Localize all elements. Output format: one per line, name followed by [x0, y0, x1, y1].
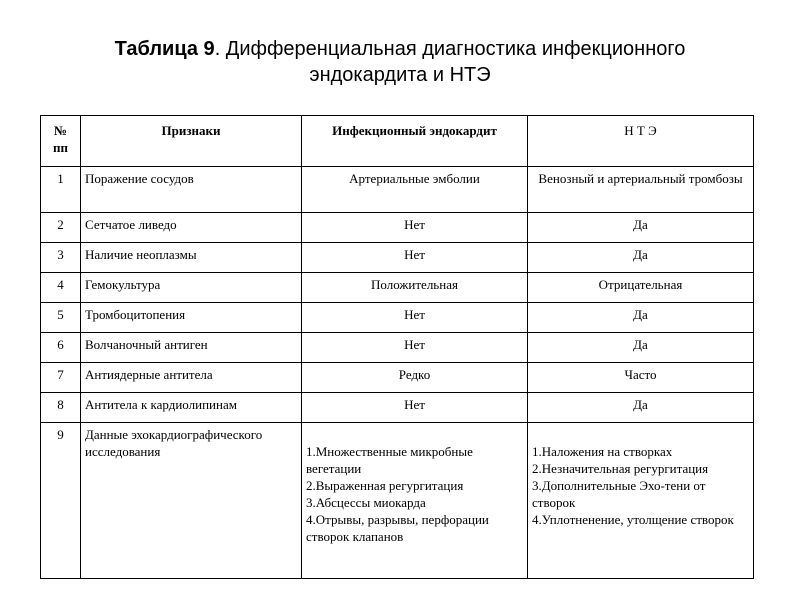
- row-ie-value: Редко: [302, 363, 528, 393]
- header-infective-endocarditis: Инфекционный эндокардит: [302, 116, 528, 167]
- echo-ie-list: [302, 423, 528, 579]
- table-row: [41, 363, 754, 393]
- echo-ie-item: 3.Абсцессы миокарда: [306, 495, 426, 510]
- table-row: [41, 273, 754, 303]
- table-row-echo: [41, 423, 754, 579]
- row-feature: Антитела к кардиолипинам: [81, 393, 302, 423]
- table-header-row: [41, 116, 754, 167]
- row-nte-value: Да: [528, 243, 754, 273]
- header-features: Признаки: [81, 116, 302, 167]
- header-nte: Н Т Э: [528, 116, 754, 167]
- table-row: [41, 333, 754, 363]
- row-number: 9: [41, 423, 81, 579]
- row-feature: Данные эхокардиографического исследования: [81, 423, 302, 579]
- echo-nte-item: 2.Незначительная регургитация: [532, 461, 709, 476]
- row-number: 7: [41, 363, 81, 393]
- row-nte-value: Часто: [528, 363, 754, 393]
- row-nte-value: Отрицательная: [528, 273, 754, 303]
- row-feature: Тромбоцитопения: [81, 303, 302, 333]
- echo-ie-item: 4.Отрывы, разрывы, перфорации створок клапанов: [306, 512, 489, 544]
- echo-nte-list: [528, 423, 754, 579]
- row-nte-value: Да: [528, 303, 754, 333]
- echo-nte-item: 4.Уплотненение, утолщение створок: [532, 512, 734, 527]
- row-number: 2: [41, 213, 81, 243]
- row-ie-value: Нет: [302, 243, 528, 273]
- page-title: [60, 36, 740, 88]
- row-number: 5: [41, 303, 81, 333]
- row-nte-value: Да: [528, 213, 754, 243]
- row-feature: Антиядерные антитела: [81, 363, 302, 393]
- title-text: . Дифференциальная диагностика инфекционного эндокардита и НТЭ: [214, 38, 686, 86]
- row-nte-value: Да: [528, 333, 754, 363]
- table-row: [41, 393, 754, 423]
- table-row: [41, 243, 754, 273]
- row-number: 8: [41, 393, 81, 423]
- row-feature: Гемокультура: [81, 273, 302, 303]
- table-row: [41, 303, 754, 333]
- row-feature: Сетчатое ливедо: [81, 213, 302, 243]
- title-table-number: Таблица 9: [114, 38, 215, 60]
- row-ie-value: Нет: [302, 333, 528, 363]
- table-row: [41, 213, 754, 243]
- row-nte-value: Венозный и артериальный тромбозы: [528, 167, 754, 213]
- row-ie-value: Артериальные эмболии: [302, 167, 528, 213]
- row-nte-value: Да: [528, 393, 754, 423]
- diagnosis-table: [40, 115, 754, 579]
- echo-ie-item: 1.Множественные микробные вегетации: [306, 444, 473, 476]
- row-feature: Наличие неоплазмы: [81, 243, 302, 273]
- row-number: 3: [41, 243, 81, 273]
- row-ie-value: Нет: [302, 213, 528, 243]
- row-ie-value: Нет: [302, 303, 528, 333]
- row-feature: Поражение сосудов: [81, 167, 302, 213]
- row-number: 1: [41, 167, 81, 213]
- echo-ie-item: 2.Выраженная регургитация: [306, 478, 464, 493]
- echo-nte-item: 3.Дополнительные Эхо-тени от створок: [532, 478, 706, 510]
- row-ie-value: Нет: [302, 393, 528, 423]
- table-row: [41, 167, 754, 213]
- row-number: 6: [41, 333, 81, 363]
- echo-nte-item: 1.Наложения на створках: [532, 444, 673, 459]
- header-number: № пп: [41, 116, 81, 167]
- row-number: 4: [41, 273, 81, 303]
- row-feature: Волчаночный антиген: [81, 333, 302, 363]
- row-ie-value: Положительная: [302, 273, 528, 303]
